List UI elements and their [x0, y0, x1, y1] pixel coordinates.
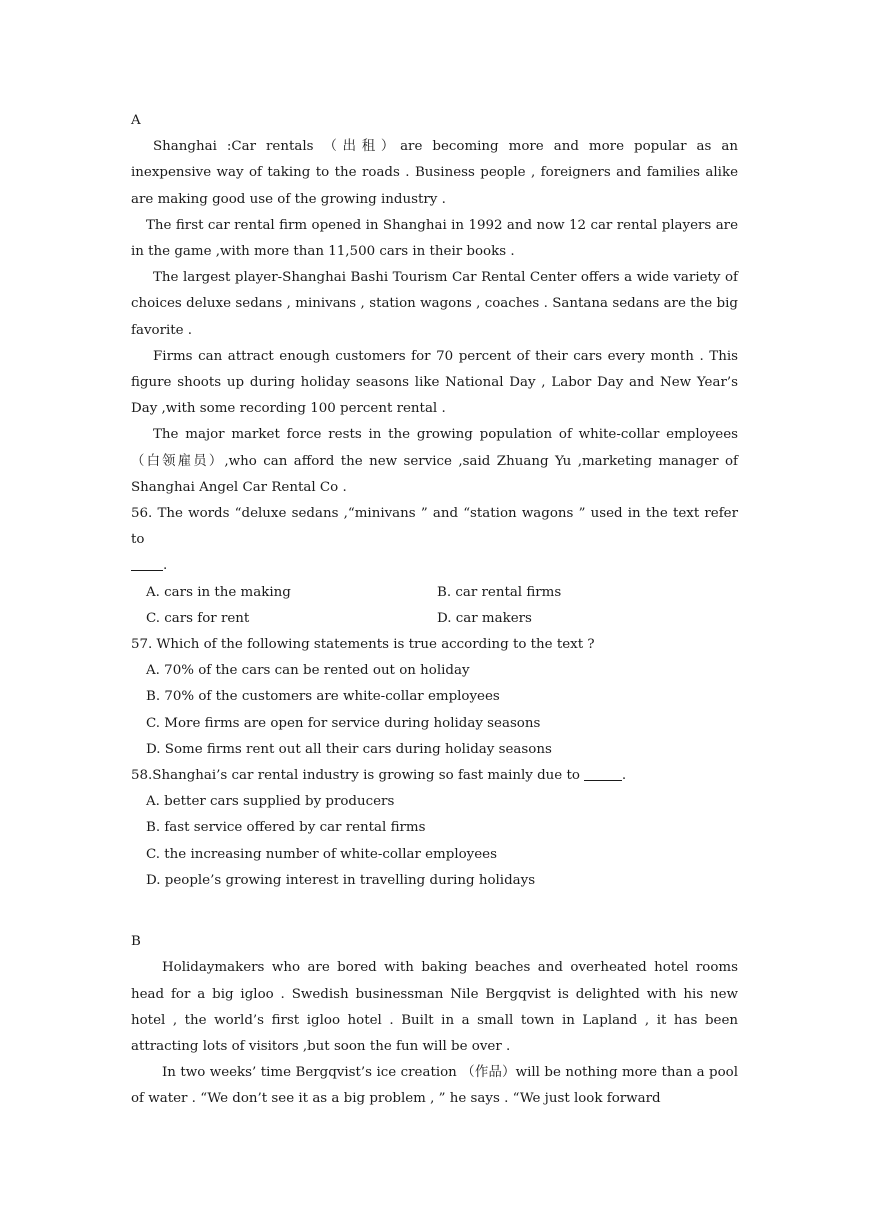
option-c[interactable]: C. cars for rent [146, 610, 250, 626]
answer-blank[interactable] [131, 556, 163, 571]
passage-a-paragraph-2: The first car rental firm opened in Shanghai in 1992 and now 12 car rental players are in the game ,with more than 11,500 cars in their books . [131, 217, 738, 260]
question-58-end: . [621, 768, 627, 784]
answer-blank[interactable] [584, 766, 622, 781]
passage-a-paragraph-3: The largest player-Shanghai Bashi Tourism Car Rental Center offers a wide variety of choices deluxe sedans , minivans , station wagons , coaches . Santana sedans are the big favorite . [131, 270, 738, 338]
question-58-line [131, 763, 738, 789]
option-a[interactable]: A. cars in the making [146, 584, 291, 600]
question-58 [131, 763, 738, 894]
question-56-stem: 56. The words “deluxe sedans ,“minivans ” and “station wagons ” used in the text refer to [131, 506, 738, 548]
option-d[interactable]: D. car makers [437, 610, 532, 626]
passage-a-paragraph-5: The major market force rests in the growing population of white-collar employees （白领雇员）,who can afford the new service ,said Zhuang Yu ,marketing manager of Shanghai Angel Car Rental Co . [131, 427, 738, 495]
section-spacer [131, 894, 738, 929]
question-58-stem: 58.Shanghai’s car rental industry is growing so fast mainly due to [131, 768, 580, 784]
passage-a-paragraph-1: Shanghai :Car rentals （出租）are becoming more and more popular as an inexpensive way of taking to the roads . Business people , foreigners and families alike are making good use of the growing industry . [131, 139, 738, 207]
question-56-blank-line [131, 553, 738, 579]
section-a-label: A [131, 113, 141, 128]
question-57-stem: 57. Which of the following statements is true according to the text ? [131, 637, 595, 653]
option-d[interactable]: D. people’s growing interest in travelling during holidays [146, 872, 536, 888]
option-c[interactable]: C. More firms are open for service during holiday seasons [146, 715, 541, 731]
section-b-label: B [131, 934, 141, 950]
option-a[interactable]: A. better cars supplied by producers [146, 794, 395, 810]
question-56-options [131, 580, 738, 632]
passage-a-paragraph-4: Firms can attract enough customers for 70 percent of their cars every month . This figure shoots up during holiday seasons like National Day , Labor Day and New Year’s Day ,with some recording 100 percent rental . [131, 348, 738, 417]
option-a[interactable]: A. 70% of the cars can be rented out on holiday [146, 663, 470, 679]
passage-b-paragraph-1: Holidaymakers who are bored with baking beaches and overheated hotel rooms head for a big igloo . Swedish businessman Nile Bergqvist is delighted with his new hotel , the world’s first igloo hotel . Built in a small town in Lapland , it has been attracting lots of visitors ,but soon the fun will be over . [131, 960, 738, 1054]
option-b[interactable]: B. car rental firms [437, 584, 562, 600]
option-c[interactable]: C. the increasing number of white-collar employees [146, 846, 497, 862]
question-57 [131, 632, 738, 763]
passage-b-paragraph-2: In two weeks’ time Bergqvist’s ice creation （作品）will be nothing more than a pool of water . “We don’t see it as a big problem , ” he says . “We just look forward [131, 1065, 738, 1107]
question-56 [131, 501, 738, 632]
option-b[interactable]: B. 70% of the customers are white-collar employees [146, 689, 500, 705]
option-b[interactable]: B. fast service offered by car rental firms [146, 820, 426, 836]
document-page [131, 108, 738, 1113]
question-56-end: . [163, 558, 168, 574]
option-d[interactable]: D. Some firms rent out all their cars during holiday seasons [146, 741, 552, 757]
